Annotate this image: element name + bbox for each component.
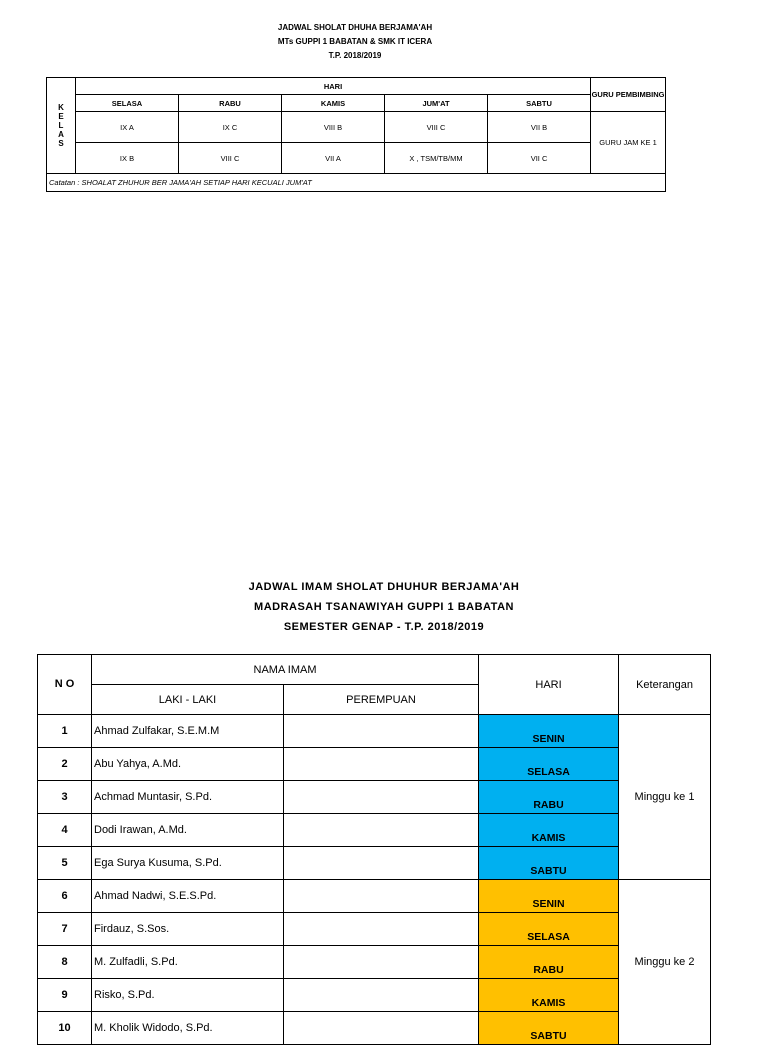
dhuha-title-line: T.P. 2018/2019: [328, 51, 382, 60]
imam-laki-name: M. Zulfadli, S.Pd.: [92, 946, 284, 979]
kelas-label: [47, 78, 76, 174]
imam-perempuan-name: [284, 814, 479, 847]
imam-perempuan-name: [284, 880, 479, 913]
imam-perempuan-name: [284, 913, 479, 946]
hari-header: HARI: [479, 655, 619, 715]
imam-laki-name: Abu Yahya, A.Md.: [92, 748, 284, 781]
row-number: 7: [38, 913, 92, 946]
day-cell: SABTU: [479, 847, 619, 880]
class-cell: VIII C: [179, 143, 282, 174]
kelas-letter: K: [58, 103, 64, 112]
day-header: SELASA: [76, 95, 179, 112]
class-cell: X , TSM/TB/MM: [385, 143, 488, 174]
table-row: [38, 847, 711, 880]
table-row: [38, 781, 711, 814]
day-cell: SENIN: [479, 880, 619, 913]
table-row: [38, 979, 711, 1012]
day-cell: KAMIS: [479, 979, 619, 1012]
kelas-letter: E: [58, 112, 64, 121]
day-cell: SELASA: [479, 913, 619, 946]
row-number: 10: [38, 1012, 92, 1045]
row-number: 4: [38, 814, 92, 847]
imam-schedule-table: [37, 654, 711, 1045]
week-label: Minggu ke 1: [619, 715, 711, 880]
row-number: 8: [38, 946, 92, 979]
imam-laki-name: Achmad Muntasir, S.Pd.: [92, 781, 284, 814]
imam-perempuan-name: [284, 1012, 479, 1045]
class-cell: IX B: [76, 143, 179, 174]
no-header: N O: [38, 655, 92, 715]
table-row: [38, 814, 711, 847]
imam-perempuan-name: [284, 748, 479, 781]
table-row: [38, 946, 711, 979]
table-row: [38, 913, 711, 946]
class-cell: VII C: [488, 143, 591, 174]
kelas-letters: [47, 103, 75, 148]
table-row: [38, 715, 711, 748]
imam-laki-name: Ahmad Zulfakar, S.E.M.M: [92, 715, 284, 748]
week-label: Minggu ke 2: [619, 880, 711, 1045]
table-row: [38, 1012, 711, 1045]
class-cell: VII B: [488, 112, 591, 143]
kelas-letter: L: [58, 121, 64, 130]
day-cell: SENIN: [479, 715, 619, 748]
imam-perempuan-name: [284, 847, 479, 880]
day-header: SABTU: [488, 95, 591, 112]
day-cell: SABTU: [479, 1012, 619, 1045]
imam-perempuan-name: [284, 715, 479, 748]
table-row: [38, 748, 711, 781]
day-header: KAMIS: [282, 95, 385, 112]
imam-title-line: MADRASAH TSANAWIYAH GUPPI 1 BABATAN: [254, 601, 514, 613]
dhuha-title-line: MTs GUPPI 1 BABATAN & SMK IT ICERA: [277, 37, 433, 46]
guru-value: GURU JAM KE 1: [591, 112, 666, 174]
imam-title: [0, 577, 768, 637]
class-cell: VII A: [282, 143, 385, 174]
day-cell: SELASA: [479, 748, 619, 781]
dhuha-title: [0, 21, 710, 63]
class-cell: VIII B: [282, 112, 385, 143]
imam-laki-name: Ahmad Nadwi, S.E.S.Pd.: [92, 880, 284, 913]
day-cell: RABU: [479, 946, 619, 979]
imam-perempuan-name: [284, 979, 479, 1012]
day-header: RABU: [179, 95, 282, 112]
class-cell: IX C: [179, 112, 282, 143]
row-number: 5: [38, 847, 92, 880]
kelas-letter: A: [58, 130, 64, 139]
imam-title-line: JADWAL IMAM SHOLAT DHUHUR BERJAMA'AH: [248, 581, 520, 593]
row-number: 6: [38, 880, 92, 913]
row-number: 9: [38, 979, 92, 1012]
imam-laki-name: Risko, S.Pd.: [92, 979, 284, 1012]
class-cell: IX A: [76, 112, 179, 143]
imam-perempuan-name: [284, 781, 479, 814]
imam-laki-name: Firdauz, S.Sos.: [92, 913, 284, 946]
dhuha-title-line: JADWAL SHOLAT DHUHA BERJAMA'AH: [277, 23, 433, 32]
row-number: 1: [38, 715, 92, 748]
guru-header: GURU PEMBIMBING: [591, 78, 666, 112]
table-row: [38, 880, 711, 913]
imam-laki-name: M. Kholik Widodo, S.Pd.: [92, 1012, 284, 1045]
hari-header: HARI: [76, 78, 591, 95]
keterangan-header: Keterangan: [619, 655, 711, 715]
kelas-letter: S: [58, 139, 64, 148]
imam-laki-name: Dodi Irawan, A.Md.: [92, 814, 284, 847]
imam-title-line: SEMESTER GENAP - T.P. 2018/2019: [283, 621, 485, 633]
dhuha-schedule-table: [46, 77, 666, 192]
day-cell: RABU: [479, 781, 619, 814]
day-header: JUM'AT: [385, 95, 488, 112]
day-cell: KAMIS: [479, 814, 619, 847]
imam-laki-name: Ega Surya Kusuma, S.Pd.: [92, 847, 284, 880]
imam-perempuan-name: [284, 946, 479, 979]
row-number: 3: [38, 781, 92, 814]
imam-rows: [38, 715, 711, 1045]
nama-imam-header: NAMA IMAM: [92, 655, 479, 685]
note-text: Catatan : SHOALAT ZHUHUR BER JAMA'AH SETIAP HARI KECUALI JUM'AT: [47, 174, 666, 192]
row-number: 2: [38, 748, 92, 781]
laki-header: LAKI - LAKI: [92, 685, 284, 715]
perempuan-header: PEREMPUAN: [284, 685, 479, 715]
class-cell: VIII C: [385, 112, 488, 143]
